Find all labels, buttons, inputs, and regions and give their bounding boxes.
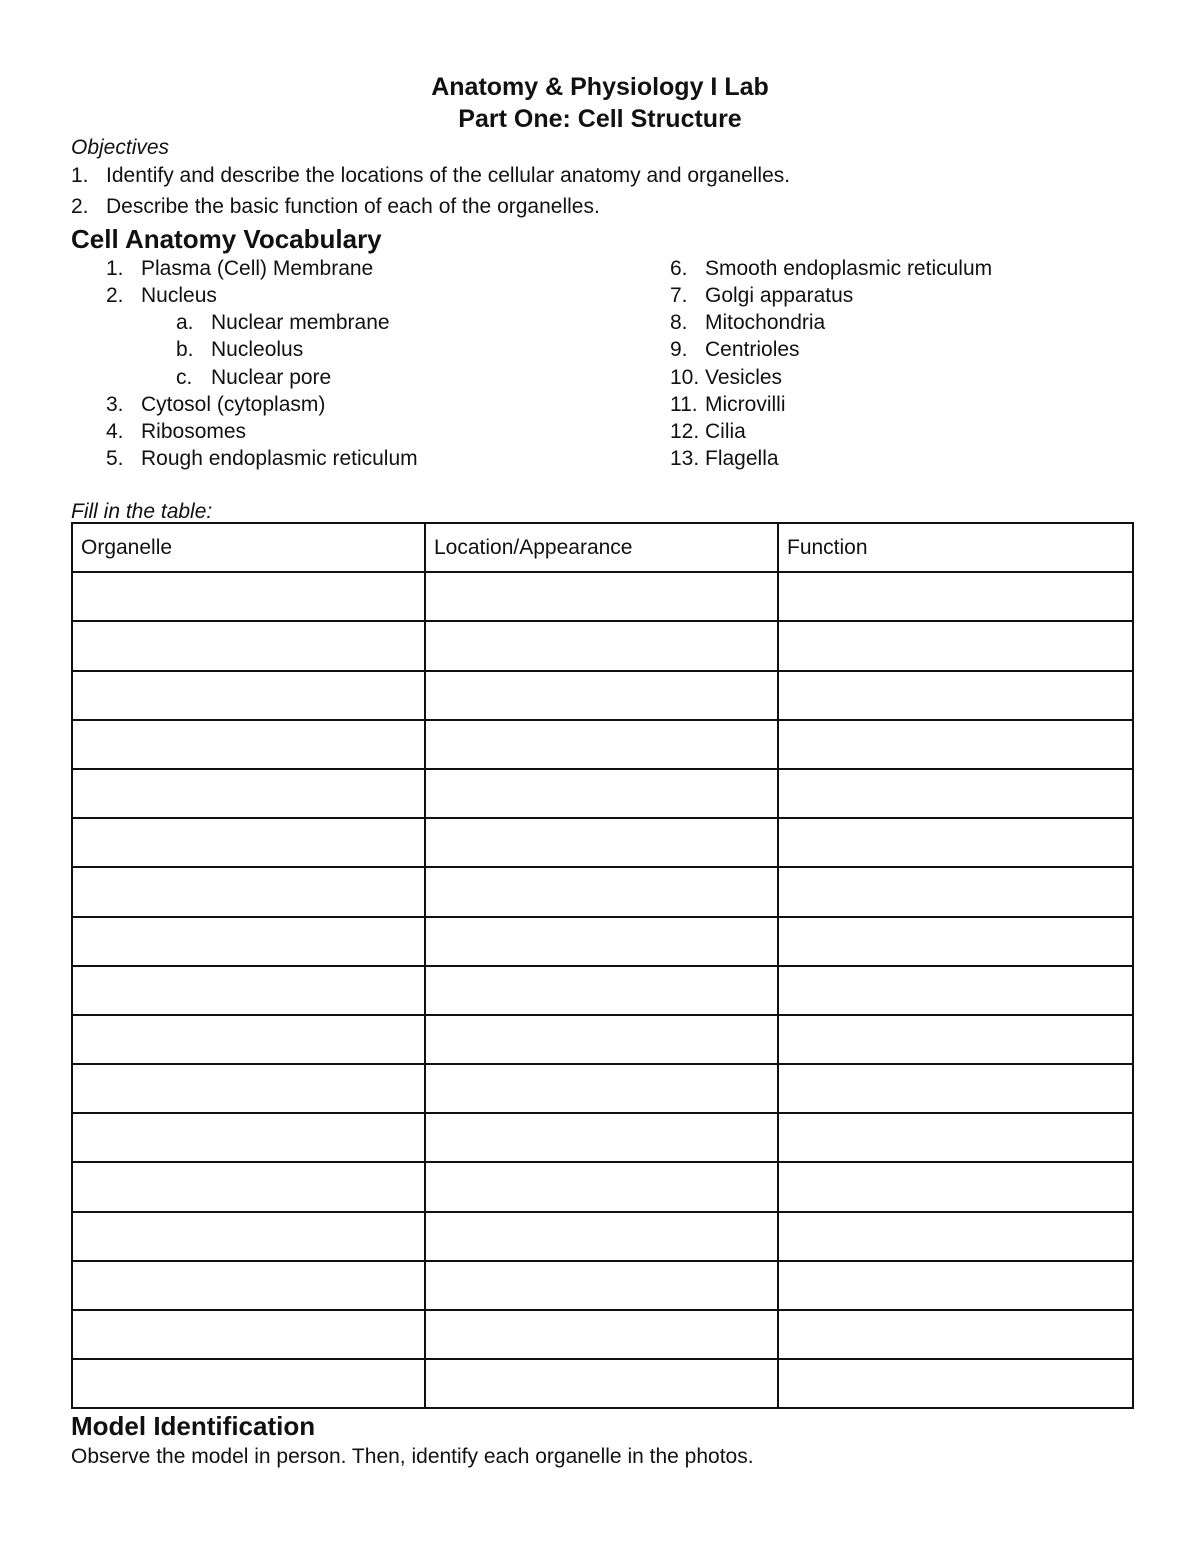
vocab-number: 1. <box>106 257 124 280</box>
organelle-cell[interactable] <box>72 1113 425 1162</box>
table-instruction-label: Fill in the table: <box>71 500 213 523</box>
organelle-cell[interactable] <box>72 769 425 818</box>
table-header-row <box>72 523 1133 572</box>
vocab-number: 9. <box>670 338 688 361</box>
organelle-cell[interactable] <box>72 671 425 720</box>
function-cell[interactable] <box>778 1310 1133 1359</box>
vocab-term: Microvilli <box>705 393 786 416</box>
location-appearance-cell[interactable] <box>425 917 778 966</box>
table-row <box>72 1064 1133 1113</box>
location-appearance-cell[interactable] <box>425 1113 778 1162</box>
vocab-number: 10. <box>670 366 700 389</box>
objective-number: 1. <box>71 164 89 187</box>
vocab-term: Flagella <box>705 447 779 470</box>
table-row <box>72 917 1133 966</box>
location-appearance-cell[interactable] <box>425 671 778 720</box>
vocab-number: 8. <box>670 311 688 334</box>
table-row <box>72 1261 1133 1310</box>
vocab-subitem <box>176 365 331 391</box>
objective-item-1 <box>71 163 790 189</box>
location-appearance-cell[interactable] <box>425 621 778 670</box>
vocab-number: 4. <box>106 420 124 443</box>
function-cell[interactable] <box>778 1359 1133 1408</box>
objective-text: Identify and describe the locations of the cellular anatomy and organelles. <box>106 164 791 187</box>
vocabulary-heading: Cell Anatomy Vocabulary <box>71 224 382 254</box>
vocab-number: 7. <box>670 284 688 307</box>
vocab-term: Plasma (Cell) Membrane <box>141 257 374 280</box>
organelle-cell[interactable] <box>72 1310 425 1359</box>
organelle-cell[interactable] <box>72 720 425 769</box>
location-appearance-cell[interactable] <box>425 1359 778 1408</box>
organelle-cell[interactable] <box>72 572 425 621</box>
table-row <box>72 867 1133 916</box>
location-appearance-cell[interactable] <box>425 1015 778 1064</box>
vocab-number: 11. <box>670 393 698 416</box>
vocab-term: Nuclear membrane <box>211 311 390 334</box>
organelle-cell[interactable] <box>72 1015 425 1064</box>
vocab-term: Vesicles <box>705 366 783 389</box>
table-row <box>72 769 1133 818</box>
vocab-number: a. <box>176 311 194 334</box>
vocab-term: Ribosomes <box>141 420 247 443</box>
location-appearance-cell[interactable] <box>425 1162 778 1211</box>
function-cell[interactable] <box>778 917 1133 966</box>
location-appearance-cell[interactable] <box>425 818 778 867</box>
vocab-number: c. <box>176 366 193 389</box>
vocab-item <box>106 419 246 445</box>
vocab-item <box>106 256 373 282</box>
table-row <box>72 720 1133 769</box>
organelle-cell[interactable] <box>72 1162 425 1211</box>
document-subtitle: Part One: Cell Structure <box>458 105 742 133</box>
vocab-item <box>106 446 418 472</box>
vocab-item <box>106 392 325 418</box>
vocab-term: Mitochondria <box>705 311 826 334</box>
vocab-term: Cilia <box>705 420 746 443</box>
vocab-number: 6. <box>670 257 688 280</box>
objectives-label: Objectives <box>71 136 170 159</box>
organelle-cell[interactable] <box>72 621 425 670</box>
location-appearance-cell[interactable] <box>425 966 778 1015</box>
vocab-item <box>670 256 992 282</box>
column-header-location: Location/Appearance <box>425 523 778 572</box>
vocab-number: 5. <box>106 447 124 470</box>
objective-item-2 <box>71 194 600 220</box>
vocab-item <box>670 310 825 336</box>
vocab-term: Nuclear pore <box>211 366 332 389</box>
organelle-cell[interactable] <box>72 1359 425 1408</box>
vocab-number: b. <box>176 338 194 361</box>
organelle-table <box>71 522 1134 1409</box>
function-cell[interactable] <box>778 671 1133 720</box>
table-row <box>72 1113 1133 1162</box>
organelle-cell[interactable] <box>72 1064 425 1113</box>
vocab-number: 12. <box>670 420 700 443</box>
model-identification-heading: Model Identification <box>71 1411 316 1441</box>
location-appearance-cell[interactable] <box>425 867 778 916</box>
vocab-subitem <box>176 337 303 363</box>
table-row <box>72 1310 1133 1359</box>
location-appearance-cell[interactable] <box>425 1310 778 1359</box>
table-row <box>72 818 1133 867</box>
vocab-item <box>670 337 800 363</box>
location-appearance-cell[interactable] <box>425 1064 778 1113</box>
function-cell[interactable] <box>778 1261 1133 1310</box>
objective-text: Describe the basic function of each of the organelles. <box>106 195 600 218</box>
vocab-item <box>670 419 746 445</box>
vocab-term: Golgi apparatus <box>705 284 854 307</box>
function-cell[interactable] <box>778 1113 1133 1162</box>
location-appearance-cell[interactable] <box>425 720 778 769</box>
table-row <box>72 621 1133 670</box>
location-appearance-cell[interactable] <box>425 1261 778 1310</box>
table-row <box>72 1212 1133 1261</box>
vocab-number: 3. <box>106 393 124 416</box>
location-appearance-cell[interactable] <box>425 572 778 621</box>
organelle-cell[interactable] <box>72 1212 425 1261</box>
vocab-item <box>106 283 217 309</box>
vocab-subitem <box>176 310 390 336</box>
column-header-organelle: Organelle <box>72 523 425 572</box>
table-row <box>72 572 1133 621</box>
table-row <box>72 671 1133 720</box>
function-cell[interactable] <box>778 621 1133 670</box>
vocab-term: Nucleus <box>141 284 217 307</box>
function-cell[interactable] <box>778 867 1133 916</box>
vocab-item <box>670 446 779 472</box>
objective-number: 2. <box>71 195 89 218</box>
table-row <box>72 1359 1133 1408</box>
vocab-term: Nucleolus <box>211 338 304 361</box>
model-instruction-text: Observe the model in person. Then, identify each organelle in the photos. <box>71 1445 754 1468</box>
vocab-item <box>670 392 786 418</box>
organelle-cell[interactable] <box>72 867 425 916</box>
table-row <box>72 1162 1133 1211</box>
function-cell[interactable] <box>778 1212 1133 1261</box>
vocab-item <box>670 283 853 309</box>
organelle-cell[interactable] <box>72 1261 425 1310</box>
location-appearance-cell[interactable] <box>425 1212 778 1261</box>
vocab-term: Rough endoplasmic reticulum <box>141 447 418 470</box>
function-cell[interactable] <box>778 1015 1133 1064</box>
function-cell[interactable] <box>778 720 1133 769</box>
table-row <box>72 1015 1133 1064</box>
vocab-item <box>670 365 782 391</box>
function-cell[interactable] <box>778 769 1133 818</box>
vocab-number: 13. <box>670 447 700 470</box>
document-title: Anatomy & Physiology I Lab <box>431 73 769 101</box>
organelle-cell[interactable] <box>72 917 425 966</box>
function-cell[interactable] <box>778 966 1133 1015</box>
organelle-cell[interactable] <box>72 966 425 1015</box>
vocab-term: Centrioles <box>705 338 800 361</box>
function-cell[interactable] <box>778 572 1133 621</box>
organelle-cell[interactable] <box>72 818 425 867</box>
function-cell[interactable] <box>778 1162 1133 1211</box>
vocab-term: Cytosol (cytoplasm) <box>141 393 326 416</box>
table-row <box>72 966 1133 1015</box>
column-header-function: Function <box>778 523 1133 572</box>
function-cell[interactable] <box>778 818 1133 867</box>
function-cell[interactable] <box>778 1064 1133 1113</box>
vocab-term: Smooth endoplasmic reticulum <box>705 257 993 280</box>
vocab-number: 2. <box>106 284 124 307</box>
location-appearance-cell[interactable] <box>425 769 778 818</box>
